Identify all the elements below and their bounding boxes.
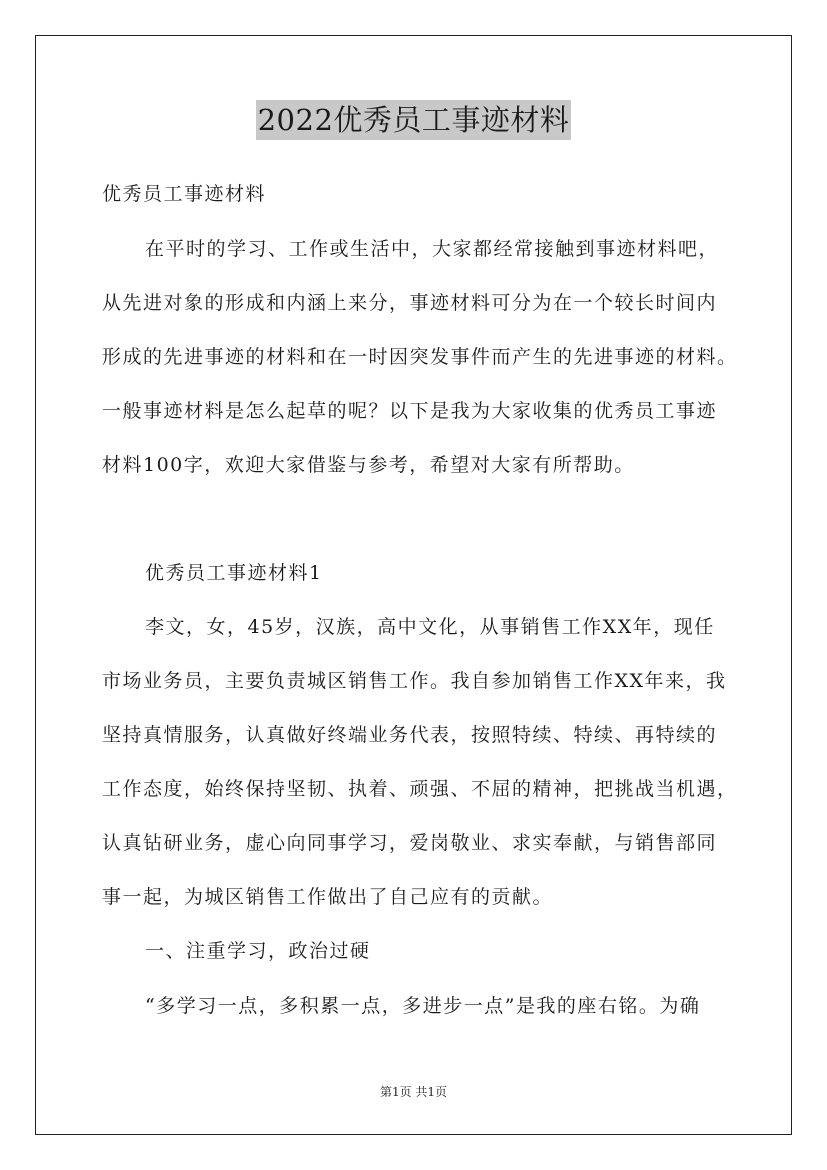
body-line-1: 李文，女，45岁，汉族，高中文化，从事销售工作XX年，现任 — [145, 616, 715, 638]
page-footer: 第1页 共1页 — [379, 1085, 448, 1099]
intro-line-5: 材料100字，欢迎大家借鉴与参考，希望对大家有所帮助。 — [102, 454, 635, 476]
body-line-6: 事一起，为城区销售工作做出了自己应有的贡献。 — [102, 886, 554, 908]
body-line-5: 认真钻研业务，虚心向同事学习，爱岗敬业、求实奉献，与销售部同 — [102, 832, 718, 854]
section-heading: 优秀员工事迹材料1 — [145, 562, 323, 584]
intro-line-1: 在平时的学习、工作或生活中，大家都经常接触到事迹材料吧， — [145, 238, 720, 260]
point-heading: 一、注重学习，政治过硬 — [145, 940, 371, 962]
document-subtitle: 优秀员工事迹材料 — [102, 183, 267, 205]
document-title: 2022优秀员工事迹材料 — [256, 100, 572, 140]
title-container — [0, 100, 827, 140]
intro-line-2: 从先进对象的形成和内涵上来分，事迹材料可分为在一个较长时间内 — [102, 292, 718, 314]
body-line-2: 市场业务员，主要负责城区销售工作。我自参加销售工作XX年来，我 — [102, 670, 727, 692]
body-line-3: 坚持真情服务，认真做好终端业务代表，按照特续、特续、再特续的 — [102, 724, 718, 746]
intro-line-4: 一般事迹材料是怎么起草的呢？以下是我为大家收集的优秀员工事迹 — [102, 400, 718, 422]
body-line-4: 工作态度，始终保持坚韧、执着、顽强、不屈的精神，把挑战当机遇， — [102, 778, 738, 800]
body-last-line: “多学习一点，多积累一点，多进步一点”是我的座右铭。为确 — [145, 995, 701, 1017]
intro-line-3: 形成的先进事迹的材料和在一时因突发事件而产生的先进事迹的材料。 — [102, 346, 738, 368]
